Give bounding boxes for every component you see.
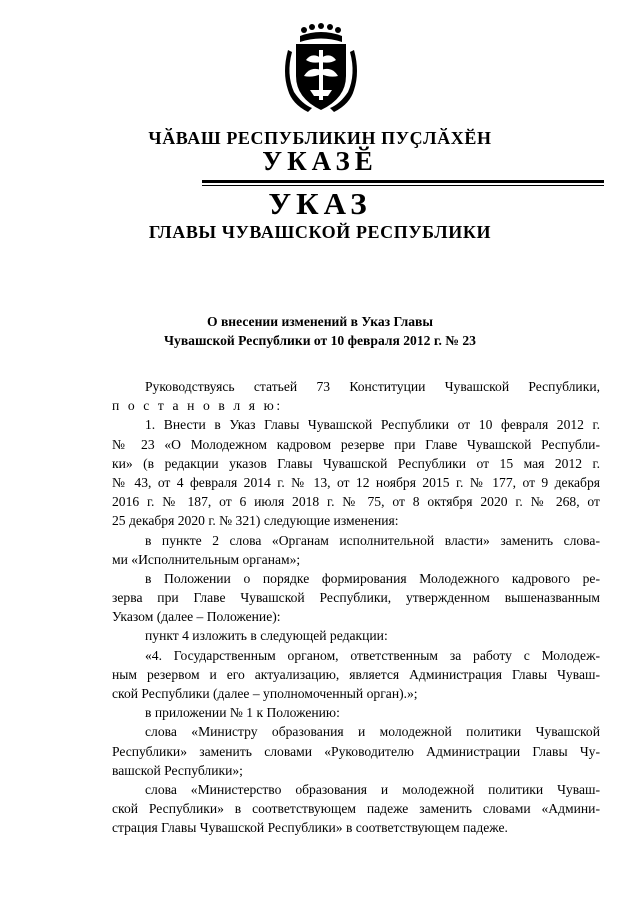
chuvash-ukaz-title: УКАЗӖ bbox=[262, 146, 378, 176]
body-line: Руководствуясь статьей 73 Конституции Чувашской Республики, bbox=[145, 379, 600, 394]
body-line: слова «Министерство образования и молодежной политики Чуваш- bbox=[145, 781, 600, 797]
body-line: Республики» заменить словами «Руководителю Администрации Главы Чу- bbox=[112, 743, 600, 759]
body-line: ской Республики (далее – уполномоченный орган).»; bbox=[112, 686, 418, 701]
body-line: в приложении № 1 к Положению: bbox=[145, 705, 340, 721]
chuvash-republic-emblem-icon bbox=[282, 12, 360, 118]
body-line: № 23 «О Молодежном кадровом резерве при Главе Чувашской Республи- bbox=[112, 436, 600, 452]
decree-title-line-2: Чувашской Республики от 10 февраля 2012 г. № 23 bbox=[164, 333, 476, 348]
body-line: ской Республики» в соответствующем падеже заменить словами «Админи- bbox=[112, 801, 600, 817]
body-line: вашской Республики»; bbox=[112, 762, 243, 778]
body-line: 2016 г. № 187, от 6 июля 2018 г. № 75, от 8 октября 2020 г. № 268, от bbox=[112, 494, 600, 510]
body-line: в Положении о порядке формирования Молодежного кадрового ре- bbox=[145, 570, 600, 586]
ukaz-title: УКАЗ bbox=[268, 186, 372, 221]
body-line: Указом (далее – Положение): bbox=[112, 609, 281, 625]
decree-body bbox=[112, 377, 600, 838]
body-line: пункт 4 изложить в следующей редакции: bbox=[145, 628, 388, 644]
header-rule-thick bbox=[202, 180, 604, 183]
head-of-republic-line: ГЛАВЫ ЧУВАШСКОЙ РЕСПУБЛИКИ bbox=[148, 222, 492, 242]
body-line: в пункте 2 слова «Органам исполнительной власти» заменить слова- bbox=[145, 532, 600, 548]
body-line: зерва при Главе Чувашской Республики, утвержденном вышеназванным bbox=[112, 590, 600, 606]
body-line: 1. Внести в Указ Главы Чувашской Республики от 10 февраля 2012 г. bbox=[145, 417, 600, 433]
decree-title-line-1: О внесении изменений в Указ Главы bbox=[206, 314, 433, 329]
body-line: ки» (в редакции указов Главы Чувашской Республики от 15 мая 2012 г. bbox=[112, 455, 600, 471]
body-line: п о с т а н о в л я ю: bbox=[112, 398, 283, 414]
body-line: ми «Исполнительным органам»; bbox=[112, 551, 301, 567]
body-line: № 43, от 4 февраля 2014 г. № 13, от 12 ноября 2015 г. № 177, от 9 декабря bbox=[112, 474, 600, 490]
body-line: страция Главы Чувашской Республики» в соответствующем падеже. bbox=[112, 820, 508, 836]
body-line: «4. Государственным органом, ответственным за работу с Молодеж- bbox=[145, 647, 600, 663]
chuvash-header-line: ЧӐВАШ РЕСПУБЛИКИН ПУҪЛӐХӖН bbox=[148, 128, 492, 148]
body-line: 25 декабря 2020 г. № 321) следующие изменения: bbox=[112, 513, 399, 529]
body-line: слова «Министру образования и молодежной политики Чувашской bbox=[145, 724, 600, 740]
body-line: ным резервом и его актуализацию, является Администрация Главы Чуваш- bbox=[112, 666, 600, 682]
